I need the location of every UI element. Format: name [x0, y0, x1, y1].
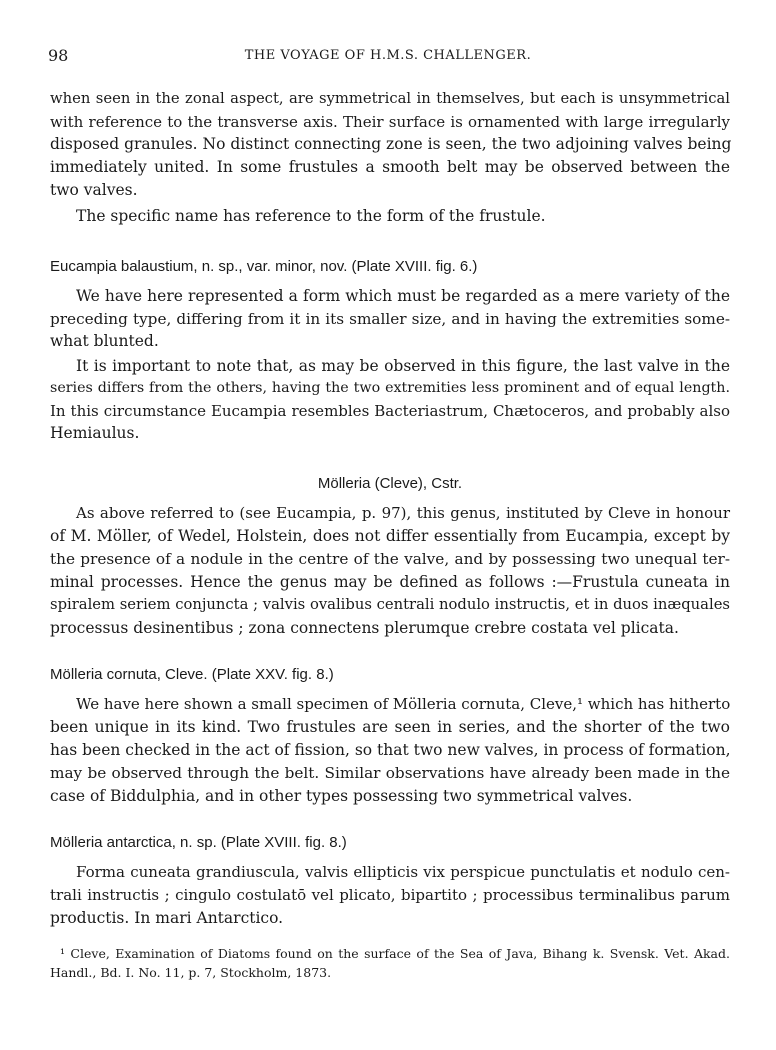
text-line: productis. In mari Antarctico.	[50, 909, 284, 927]
text-line: what blunted.	[50, 332, 159, 350]
text-line: may be observed through the belt. Similar observations have already been made in the	[50, 764, 730, 782]
text-line: It is important to note that, as may be observed in this figure, the last valve in the	[76, 357, 730, 375]
text-line: minal processes. Hence the genus may be defined as follows :—Frustula cuneata in	[50, 573, 730, 591]
text-line: In this circumstance Eucampia resembles Bacteriastrum, Chætoceros, and probably also	[50, 402, 730, 420]
footnote-line: ¹ Cleve, Examination of Diatoms found on the surface of the Sea of Java, Bihang k. Svensk. Vet. Akad.	[60, 946, 730, 961]
text-line: series differs from the others, having the two extremities less prominent and of equal length.	[50, 380, 730, 396]
text-line: trali instructis ; cingulo costulatō vel plicato, bipartito ; processibus terminalibus parum	[50, 886, 730, 904]
running-title: THE VOYAGE OF H.M.S. CHALLENGER.	[244, 48, 532, 63]
text-line: of M. Möller, of Wedel, Holstein, does not differ essentially from Eucampia, except by	[50, 527, 730, 545]
section-heading-eucampia: Eucampia balaustium, n. sp., var. minor, nov. (Plate XVIII. fig. 6.)	[50, 258, 478, 275]
text-line: has been checked in the act of fission, so that two new valves, in process of formation,	[50, 741, 731, 759]
text-line: Hemiaulus.	[50, 424, 140, 442]
text-line: two valves.	[50, 181, 138, 199]
text-line: As above referred to (see Eucampia, p. 97), this genus, instituted by Cleve in honour	[76, 504, 730, 522]
text-line: immediately united. In some frustules a smooth belt may be observed between the	[50, 158, 730, 176]
text-line: preceding type, differing from it in its smaller size, and in having the extremities some-	[50, 310, 730, 328]
text-line: We have here represented a form which must be regarded as a mere variety of the	[76, 287, 730, 305]
text-line: The specific name has reference to the form of the frustule.	[76, 207, 546, 225]
text-line: spiralem seriem conjuncta ; valvis ovalibus centrali nodulo instructis, et in duos inæquales	[50, 596, 730, 613]
page-header	[48, 46, 728, 68]
footnote-line: Handl., Bd. I. No. 11, p. 7, Stockholm, 1873.	[50, 965, 332, 980]
text-line: with reference to the transverse axis. Their surface is ornamented with large irregularly	[50, 113, 730, 131]
page-number: 98	[48, 46, 69, 65]
section-heading-molleria: Mölleria (Cleve), Cstr.	[317, 475, 463, 492]
text-line: disposed granules. No distinct connecting zone is seen, the two adjoining valves being	[50, 135, 732, 153]
section-heading-cornuta: Mölleria cornuta, Cleve. (Plate XXV. fig. 8.)	[50, 666, 334, 683]
text-line: when seen in the zonal aspect, are symmetrical in themselves, but each is unsymmetrical	[50, 90, 730, 107]
section-heading-antarctica: Mölleria antarctica, n. sp. (Plate XVIII. fig. 8.)	[50, 834, 347, 851]
text-line: Forma cuneata grandiuscula, valvis ellipticis vix perspicue punctulatis et nodulo cen-	[76, 863, 730, 881]
text-line: processus desinentibus ; zona connectens plerumque crebre costata vel plicata.	[50, 619, 679, 637]
text-line: case of Biddulphia, and in other types possessing two symmetrical valves.	[50, 787, 633, 805]
text-line: We have here shown a small specimen of Mölleria cornuta, Cleve,¹ which has hitherto	[76, 695, 731, 713]
text-line: the presence of a nodule in the centre of the valve, and by possessing two unequal ter-	[50, 550, 730, 568]
text-line: been unique in its kind. Two frustules are seen in series, and the shorter of the two	[50, 718, 730, 736]
